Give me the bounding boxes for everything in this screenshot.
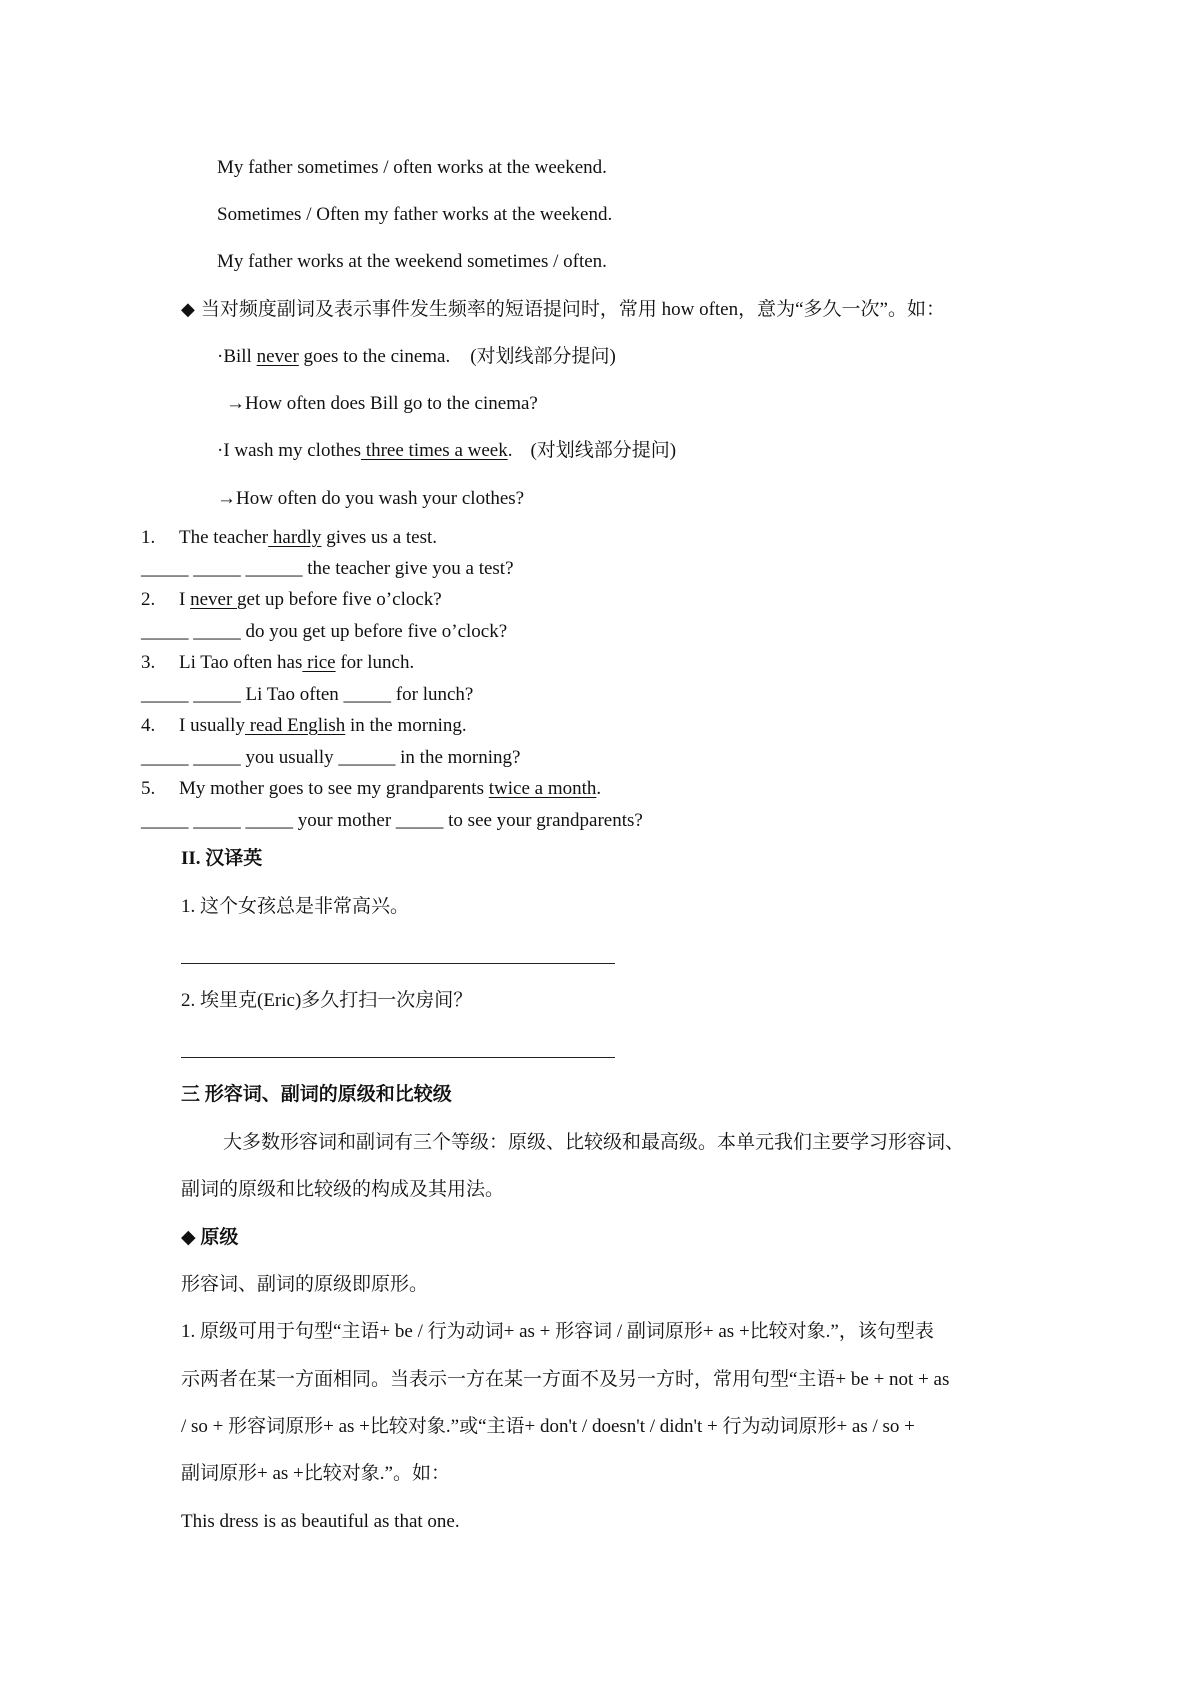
diamond-bullet-icon: ◆ [181, 299, 195, 319]
section-intro-line-1: 大多数形容词和副词有三个等级：原级、比较级和最高级。本单元我们主要学习形容词、 [223, 1132, 965, 1153]
exercise-text: gives us a test. [321, 527, 438, 548]
exercise-3-answer-line: _____ _____ Li Tao often _____ for lunch? [141, 684, 474, 705]
exercise-4 [141, 714, 467, 738]
section-intro-line-2: 副词的原级和比较级的构成及其用法。 [181, 1179, 505, 1200]
example-sentence: This dress is as beautiful as that one. [181, 1511, 460, 1532]
exercise-text: for lunch. [335, 652, 415, 673]
exercise-text: The teacher [179, 527, 269, 548]
exercise-number: 4. [141, 715, 156, 736]
exercise-number: 3. [141, 652, 156, 673]
exercise-text: get up before five o’clock? [237, 589, 442, 610]
underlined-word: rice [302, 652, 336, 673]
example-text: . [507, 440, 513, 461]
example-text: goes to the cinema. [298, 346, 451, 367]
question-hint: (对划线部分提问) [530, 440, 677, 461]
exercise-text: I usually [179, 715, 245, 736]
example-sentence-3: My father works at the weekend sometimes / often. [217, 251, 607, 272]
answer-blank-line [181, 963, 615, 964]
exercise-text: . [596, 778, 602, 799]
underlined-phrase: twice a month [488, 778, 597, 799]
exercise-text: Li Tao often has [179, 652, 303, 673]
exercise-2-answer-line: _____ _____ do you get up before five o’clock? [141, 621, 508, 642]
underlined-word: never [256, 346, 299, 367]
positive-degree-definition: 形容词、副词的原级即原形。 [181, 1274, 429, 1295]
rule-line-1: 1. 原级可用于句型“主语+ be / 行为动词+ as + 形容词 / 副词原形+ as +比较对象.”，该句型表 [181, 1321, 934, 1342]
answer-blank-line [181, 1057, 615, 1058]
example-sentence-1: My father sometimes / often works at the weekend. [217, 157, 607, 178]
exercise-text: I [179, 589, 191, 610]
exercise-4-answer-line: _____ _____ you usually ______ in the morning? [141, 747, 521, 768]
exercise-3 [141, 651, 414, 675]
exercise-text: in the morning. [345, 715, 467, 736]
how-often-note-text: 当对频度副词及表示事件发生频率的短语提问时，常用 how often，意为“多久一次”。如： [200, 299, 945, 320]
example-text: ·Bill [217, 346, 257, 367]
exercise-number: 2. [141, 589, 156, 610]
rule-line-4: 副词原形+ as +比较对象.”。如： [181, 1463, 450, 1484]
question-hint: (对划线部分提问) [470, 346, 616, 367]
example-text: ·I wash my clothes [217, 440, 362, 461]
rule-line-2: 示两者在某一方面相同。当表示一方在某一方面不及另一方时，常用句型“主语+ be + not + as [181, 1369, 950, 1390]
exercise-5 [141, 777, 601, 801]
translation-heading: II. 汉译英 [181, 848, 263, 869]
exercise-2 [141, 588, 442, 612]
exercise-number: 5. [141, 778, 156, 799]
translation-question-2: 2. 埃里克(Eric)多久打扫一次房间？ [181, 990, 473, 1011]
exercise-1-answer-line: _____ _____ ______ the teacher give you a test? [141, 558, 514, 579]
translation-question-1: 1. 这个女孩总是非常高兴。 [181, 896, 410, 917]
exercise-5-answer-line: _____ _____ _____ your mother _____ to see your grandparents? [141, 810, 643, 831]
exercise-number: 1. [141, 527, 156, 548]
underlined-word: never [190, 589, 238, 610]
exercise-1 [141, 526, 437, 550]
example-sentence-2: Sometimes / Often my father works at the weekend. [217, 204, 613, 225]
rule-line-3: / so + 形容词原形+ as +比较对象.”或“主语+ don't / doesn't / didn't + 行为动词原形+ as / so + [181, 1416, 915, 1437]
underlined-phrase: read English [244, 715, 346, 736]
how-often-answer-2: →How often do you wash your clothes? [217, 488, 525, 509]
exercise-text: My mother goes to see my grandparents [179, 778, 489, 799]
underlined-word: hardly [268, 527, 322, 548]
section-heading: 三 形容词、副词的原级和比较级 [181, 1084, 452, 1105]
how-often-example-2 [217, 439, 676, 463]
how-often-note [181, 297, 945, 322]
subheading-positive-degree: ◆ 原级 [181, 1227, 239, 1248]
how-often-answer-1: →How often does Bill go to the cinema? [226, 393, 538, 414]
underlined-phrase: three times a week [361, 440, 508, 461]
how-often-example-1 [217, 345, 616, 369]
